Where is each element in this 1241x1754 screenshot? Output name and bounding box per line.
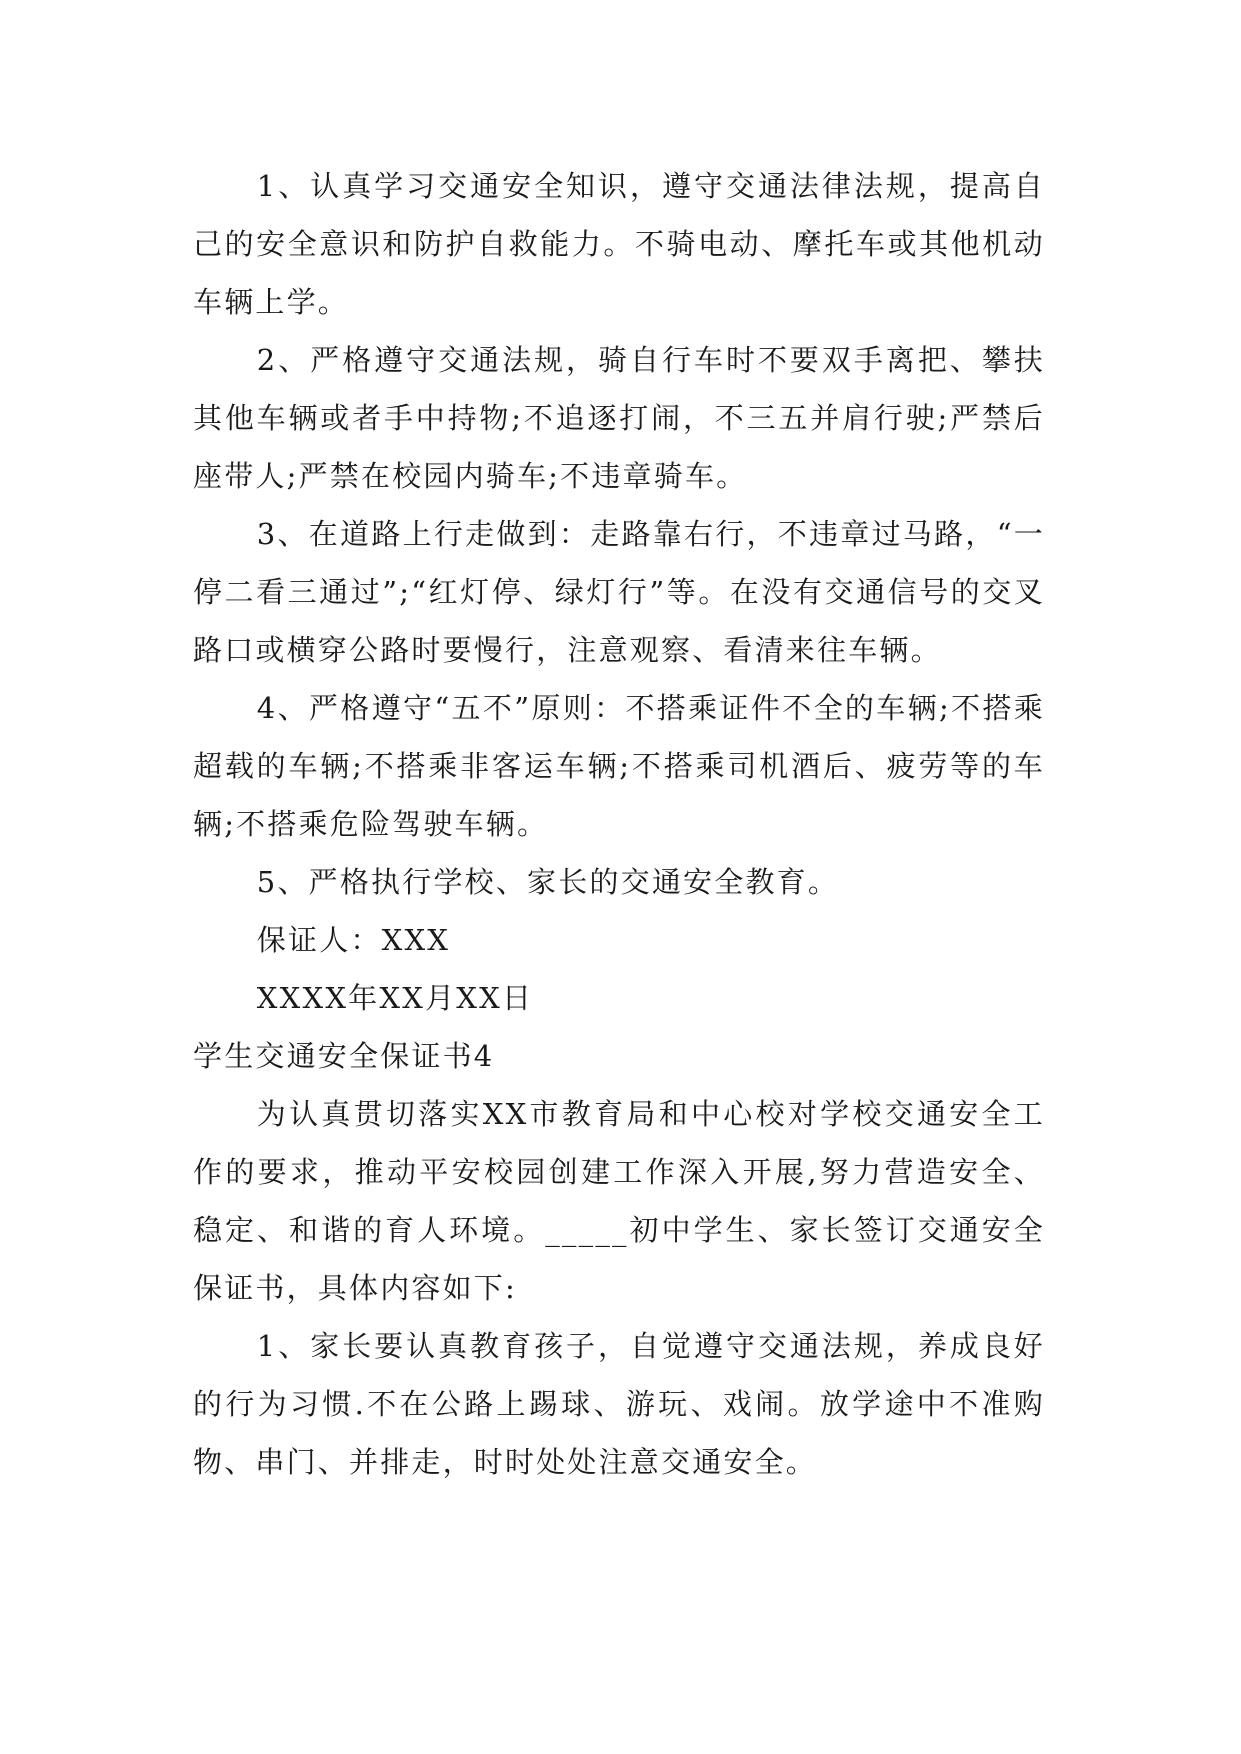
rule-paragraph-1: 1、认真学习交通安全知识，遵守交通法律法规，提高自己的安全意识和防护自救能力。不骑电动、摩托车或其他机动车辆上学。 xyxy=(193,169,1045,319)
rule-paragraph-3: 3、在道路上行走做到：走路靠右行，不违章过马路，“一停二看三通过”;“红灯停、绿灯行”等。在没有交通信号的交叉路口或横穿公路时要慢行，注意观察、看清来往车辆。 xyxy=(193,517,1045,667)
guarantor-line: 保证人：XXX xyxy=(256,923,451,957)
pledge-item-1: 1、家长要认真教育孩子，自觉遵守交通法规，养成良好的行为习惯.不在公路上踢球、游玩、戏闹。放学途中不准购物、串门、并排走，时时处处注意交通安全。 xyxy=(193,1329,1045,1479)
date-line: XXXX年XX月XX日 xyxy=(256,981,534,1015)
document-body xyxy=(193,157,1045,1491)
rule-paragraph-4: 4、严格遵守“五不”原则：不搭乘证件不全的车辆;不搭乘超载的车辆;不搭乘非客运车辆;不搭乘司机酒后、疲劳等的车辆;不搭乘危险驾驶车辆。 xyxy=(193,691,1045,841)
intro-paragraph: 为认真贯切落实XX市教育局和中心校对学校交通安全工作的要求，推动平安校园创建工作深入开展,努力营造安全、稳定、和谐的育人环境。_____初中学生、家长签订交通安全保证书，具体内容如下: xyxy=(193,1097,1045,1305)
section-title: 学生交通安全保证书4 xyxy=(193,1039,495,1073)
rule-paragraph-5: 5、严格执行学校、家长的交通安全教育。 xyxy=(256,865,840,899)
rule-paragraph-2: 2、严格遵守交通法规，骑自行车时不要双手离把、攀扶其他车辆或者手中持物;不追逐打闹，不三五并肩行驶;严禁后座带人;严禁在校园内骑车;不违章骑车。 xyxy=(193,343,1045,493)
